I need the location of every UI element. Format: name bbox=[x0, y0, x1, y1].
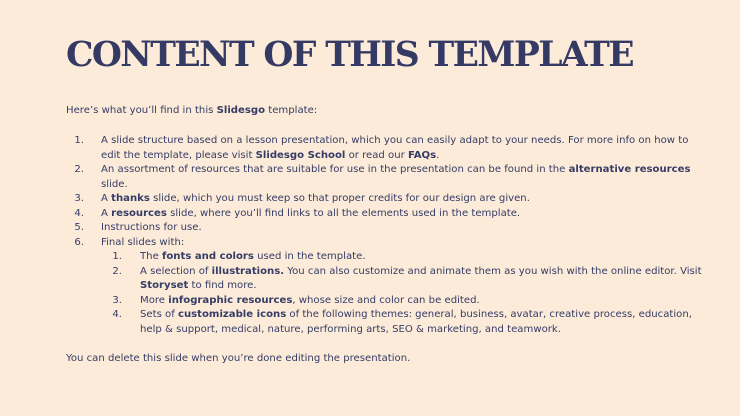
item-text: slide. bbox=[101, 178, 128, 190]
item-text: slide, where you’ll find links to all the elements used in the template. bbox=[166, 207, 521, 219]
outro-line: You can delete this slide when you’re done editing the presentation. bbox=[66, 353, 411, 364]
slide-title: CONTENT OF THIS TEMPLATE bbox=[66, 35, 633, 75]
item-text: An assortment of resources that are suitable for use in the presentation can be found in the bbox=[101, 164, 569, 175]
item-bold: thanks bbox=[111, 193, 150, 204]
sublist-number: 1. bbox=[112, 251, 122, 262]
storyset-link[interactable]: Storyset bbox=[140, 280, 189, 291]
item-text: . bbox=[436, 149, 440, 161]
list-item bbox=[66, 192, 706, 207]
item-text: Final slides with: bbox=[101, 236, 185, 248]
item-text: You can also customize and animate them as you wish with the online editor. Visit bbox=[284, 265, 702, 277]
slide-body bbox=[66, 104, 706, 367]
list-number: 3. bbox=[74, 193, 84, 204]
item-text: The bbox=[140, 251, 162, 262]
item-bold: resources bbox=[111, 207, 167, 219]
list-number: 5. bbox=[74, 222, 84, 233]
sublist-number: 3. bbox=[112, 294, 122, 306]
item-bold: infographic resources bbox=[168, 294, 293, 306]
slidesgo-school-link[interactable]: Slidesgo School bbox=[255, 149, 346, 161]
item-text: slide, which you must keep so that proper credits for our design are given. bbox=[149, 193, 530, 204]
item-text: Instructions for use. bbox=[101, 222, 202, 233]
item-bold: illustrations. bbox=[211, 265, 285, 277]
sublist-number: 2. bbox=[112, 265, 122, 277]
list-item bbox=[66, 163, 706, 192]
sublist-number: 4. bbox=[112, 309, 122, 320]
list-item bbox=[66, 207, 706, 222]
item-text: More bbox=[140, 294, 169, 306]
item-bold: alternative resources bbox=[568, 164, 691, 175]
item-text: or read our bbox=[345, 149, 408, 161]
sublist-item bbox=[66, 265, 706, 294]
sublist-item bbox=[66, 308, 706, 337]
intro-text: Here’s what you’ll find in this bbox=[66, 105, 217, 116]
item-text: A bbox=[101, 193, 112, 204]
sublist-item bbox=[66, 250, 706, 265]
item-text: to find more. bbox=[188, 280, 257, 291]
item-text: used in the template. bbox=[253, 251, 366, 262]
intro-line bbox=[66, 104, 706, 119]
list-number: 1. bbox=[74, 135, 84, 146]
list-number: 6. bbox=[74, 236, 84, 248]
item-bold: customizable icons bbox=[177, 309, 287, 320]
item-text: Sets of bbox=[140, 309, 178, 320]
intro-brand: Slidesgo bbox=[216, 105, 266, 116]
faqs-link[interactable]: FAQs bbox=[407, 149, 437, 161]
sublist-item bbox=[66, 294, 706, 309]
list-item bbox=[66, 221, 706, 236]
intro-text-end: template: bbox=[265, 105, 318, 116]
list-number: 2. bbox=[74, 164, 84, 175]
item-text: of the following themes: general, business, avatar, creative process, education, help & support, medical, nature, performing arts, SEO & marketing, and teamwork. bbox=[140, 309, 692, 335]
item-text: A bbox=[101, 207, 112, 219]
list-item bbox=[66, 236, 706, 251]
list-number: 4. bbox=[74, 207, 84, 219]
item-text: A selection of bbox=[140, 265, 212, 277]
item-text: , whose size and color can be edited. bbox=[292, 294, 480, 306]
list-item bbox=[66, 134, 706, 163]
item-text: A slide structure based on a lesson presentation, which you can easily adapt to your needs. For more info on how to edit the template, please visit bbox=[101, 135, 689, 161]
item-bold: fonts and colors bbox=[161, 251, 254, 262]
